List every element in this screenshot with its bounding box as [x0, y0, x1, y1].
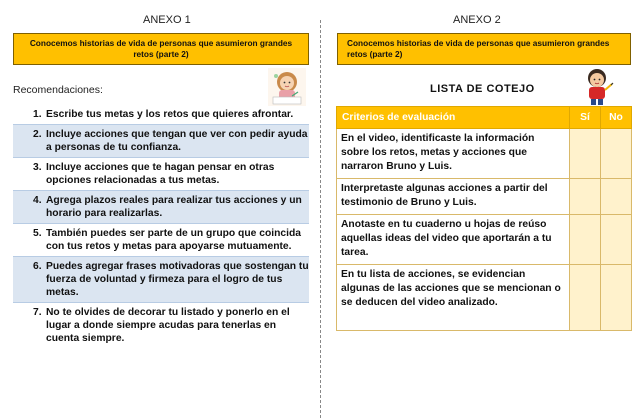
- list-item-text: Puedes agregar frases motivadoras que sostengan tu fuerza de voluntad y firmeza para el logro de tus metas.: [46, 261, 309, 298]
- list-item-number: 2.: [33, 129, 42, 140]
- yes-checkbox-cell[interactable]: [570, 179, 601, 215]
- list-item: [13, 303, 309, 348]
- yes-checkbox-cell[interactable]: [570, 129, 601, 179]
- list-item: [13, 190, 309, 224]
- no-checkbox-cell[interactable]: [601, 215, 632, 265]
- no-header: No: [601, 107, 632, 129]
- annex-2-banner: Conocemos historias de vida de personas que asumieron grandes retos (parte 2): [337, 33, 631, 65]
- criterion-text: En el video, identificaste la información sobre los retos, metas y acciones que narraron Bruno y Luis.: [337, 129, 570, 179]
- list-item: [13, 158, 309, 190]
- recommendations-label: Recomendaciones:: [13, 84, 103, 96]
- list-item-text: No te olvides de decorar tu listado y ponerlo en el lugar a donde siempre acudas para tenerlas en cuenta siempre.: [46, 307, 290, 344]
- annex-1-banner: Conocemos historias de vida de personas que asumieron grandes retos (parte 2): [13, 33, 309, 65]
- list-item-number: 1.: [33, 109, 42, 120]
- list-item-number: 5.: [33, 228, 42, 239]
- column-divider: [320, 20, 321, 418]
- list-item-number: 6.: [33, 261, 42, 272]
- list-item-number: 3.: [33, 162, 42, 173]
- criteria-header: Criterios de evaluación: [337, 107, 570, 129]
- list-item-number: 4.: [33, 195, 42, 206]
- boy-pencil-illustration-icon: [580, 66, 614, 106]
- checklist-title: LISTA DE COTEJO: [430, 83, 535, 95]
- list-item-text: Agrega plazos reales para realizar tus acciones y un horario para realizarlas.: [46, 195, 302, 219]
- table-row: [337, 265, 632, 331]
- no-checkbox-cell[interactable]: [601, 129, 632, 179]
- criterion-text: Interpretaste algunas acciones a partir del testimonio de Bruno y Luis.: [337, 179, 570, 215]
- list-item: [13, 224, 309, 256]
- list-item: [13, 256, 309, 303]
- annex-1-title: ANEXO 1: [143, 14, 191, 26]
- no-checkbox-cell[interactable]: [601, 179, 632, 215]
- checklist-table: [336, 106, 632, 331]
- girl-writing-illustration-icon: [268, 68, 306, 106]
- yes-checkbox-cell[interactable]: [570, 265, 601, 331]
- yes-header: Sí: [570, 107, 601, 129]
- yes-checkbox-cell[interactable]: [570, 215, 601, 265]
- list-item-text: También puedes ser parte de un grupo que coincida con tus retos y metas para apoyarse mutuamente.: [46, 228, 301, 252]
- list-item: [13, 105, 309, 124]
- list-item: [13, 124, 309, 158]
- list-item-text: Incluye acciones que te hagan pensar en otras opciones relacionadas a tus metas.: [46, 162, 275, 186]
- annex-2-title: ANEXO 2: [453, 14, 501, 26]
- table-row: [337, 129, 632, 179]
- list-item-text: Escribe tus metas y los retos que quieres afrontar.: [46, 109, 294, 120]
- list-item-number: 7.: [33, 307, 42, 318]
- list-item-text: Incluye acciones que tengan que ver con pedir ayuda a personas de tu confianza.: [46, 129, 308, 153]
- no-checkbox-cell[interactable]: [601, 265, 632, 331]
- checklist-header-row: [337, 107, 632, 129]
- table-row: [337, 179, 632, 215]
- criterion-text: En tu lista de acciones, se evidencian algunas de las acciones que se mencionan o se deducen del video analizado.: [337, 265, 570, 331]
- table-row: [337, 215, 632, 265]
- recommendations-list: [13, 105, 309, 348]
- criterion-text: Anotaste en tu cuaderno u hojas de reúso aquellas ideas del video que aportarán a tu tarea.: [337, 215, 570, 265]
